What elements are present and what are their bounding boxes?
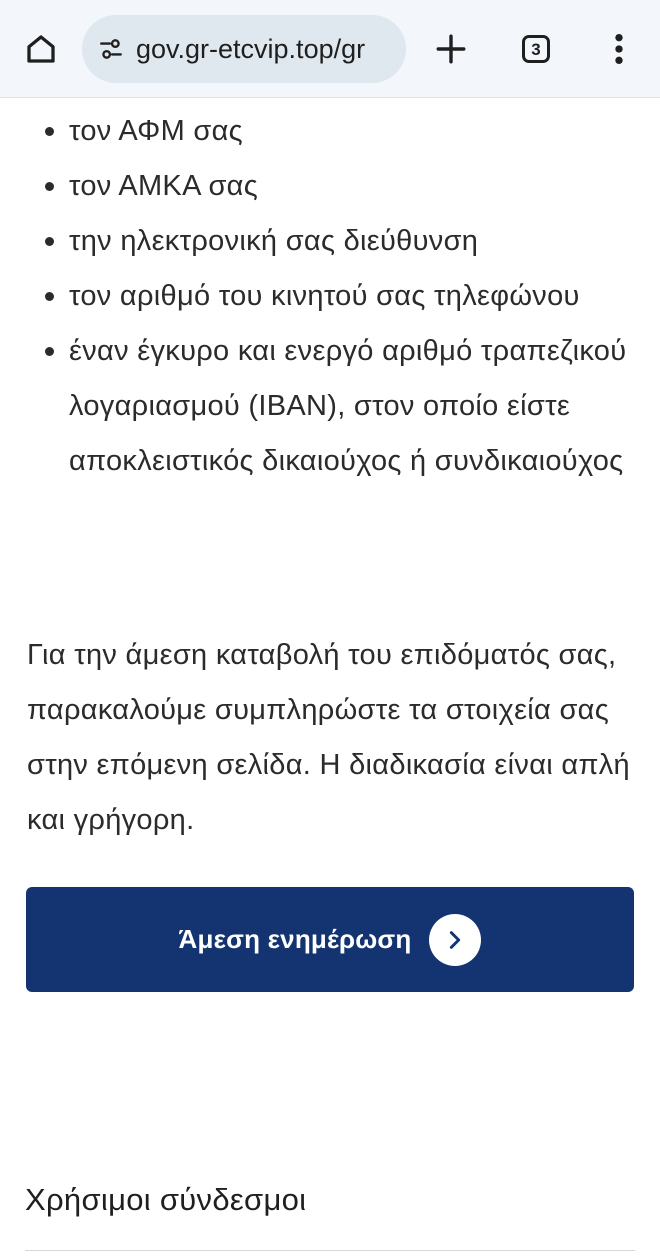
home-button[interactable] [20, 28, 62, 70]
list-item-text: την ηλεκτρονική σας διεύθυνση [69, 225, 479, 257]
useful-links-title: Χρήσιμοι σύνδεσμοι [25, 1182, 307, 1217]
browser-menu-button[interactable] [600, 28, 638, 70]
plus-icon [434, 32, 468, 66]
site-info-button[interactable] [96, 34, 126, 64]
bullet-dot [45, 347, 54, 356]
bullet-dot [45, 237, 54, 246]
section-divider [25, 1250, 635, 1251]
list-item [0, 214, 660, 269]
more-vert-icon [613, 32, 625, 66]
list-item [0, 159, 660, 214]
update-now-button[interactable] [26, 887, 634, 992]
browser-toolbar [0, 0, 660, 98]
list-item-text: τον ΑΦΜ σας [69, 115, 243, 147]
instructions-paragraph: Για την άμεση καταβολή του επιδόματός σας, παρακαλούμε συμπληρώστε τα στοιχεία σας στην επόμενη σελίδα. Η διαδικασία είναι απλή και γρήγορη. [27, 639, 630, 836]
list-item [0, 104, 660, 159]
tune-icon [98, 36, 124, 62]
tab-count: 3 [522, 35, 550, 63]
list-item [0, 324, 660, 489]
url-text[interactable]: gov.gr-etcvip.top/gr [136, 33, 366, 64]
update-now-label: Άμεση ενημέρωση [178, 924, 412, 954]
address-bar[interactable] [82, 15, 406, 83]
chevron-right-icon [429, 914, 481, 966]
list-item [0, 269, 660, 324]
bullet-dot [45, 182, 54, 191]
list-item-text: έναν έγκυρο και ενεργό αριθμό τραπεζικού λογαριασμού (IBAN), στον οποίο είστε αποκλειστικός δικαιούχος ή συνδικαιούχος [69, 335, 627, 477]
new-tab-button[interactable] [430, 28, 472, 70]
list-item-text: τον αριθμό του κινητού σας τηλεφώνου [69, 280, 580, 312]
home-icon [23, 31, 59, 67]
requirements-list [0, 104, 660, 489]
list-item-text: τον ΑΜΚΑ σας [69, 170, 259, 202]
bullet-dot [45, 127, 54, 136]
bullet-dot [45, 292, 54, 301]
tab-switcher-button[interactable] [518, 31, 554, 67]
